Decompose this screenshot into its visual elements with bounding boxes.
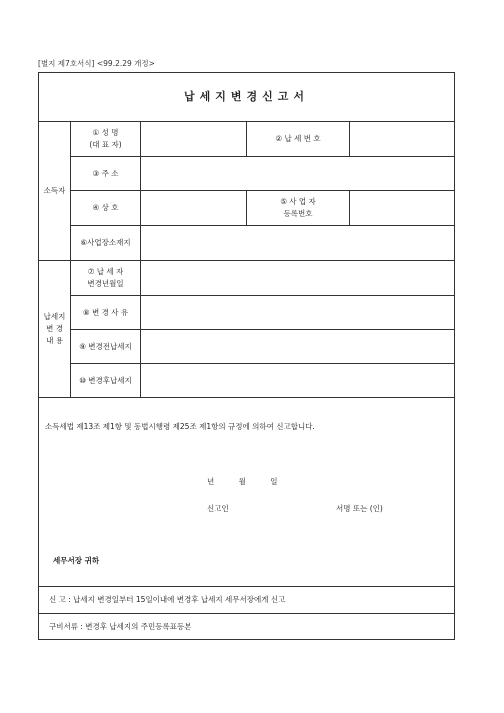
previous-tax-place-field[interactable]	[141, 330, 454, 364]
name-label	[71, 121, 141, 157]
reporter-label: 신고인	[207, 504, 229, 513]
business-reg-label-line2: 등록번호	[283, 209, 313, 218]
change-date-label-line2: 변경년월일	[87, 279, 124, 288]
change-reason-label: ⑧ 변 경 사 유	[71, 296, 141, 330]
tax-number-label: ② 납 세 번 호	[247, 121, 350, 157]
declaration-text: 소득세법 제13조 제1항 및 동법시행령 제25조 제1항의 규정에 의하여 신고합니다.	[45, 422, 315, 431]
section-change	[39, 261, 71, 398]
form-title: 납세지변경신고서	[39, 73, 454, 122]
form-number: [별지 제7호서식] <99.2.29 개정>	[38, 59, 155, 68]
company-name-label: ④ 상 호	[71, 191, 141, 226]
business-location-field[interactable]	[141, 226, 454, 261]
business-reg-field[interactable]	[350, 191, 454, 226]
business-location-label: ⑥사업장소재지	[71, 226, 141, 261]
change-reason-field[interactable]	[141, 296, 454, 330]
business-reg-label	[247, 191, 350, 226]
name-field[interactable]	[141, 121, 247, 157]
name-label-line1: ① 성 명	[92, 127, 119, 137]
date-line[interactable]: 년 월 일	[207, 477, 278, 486]
new-tax-place-field[interactable]	[141, 364, 454, 398]
tax-number-field[interactable]	[350, 121, 454, 157]
section-taxpayer: 소득자	[39, 121, 71, 261]
section-change-line1: 납세지	[43, 312, 66, 321]
section-change-line2: 변 경	[46, 324, 63, 333]
address-field[interactable]	[141, 157, 454, 191]
signature-label[interactable]: 서명 또는 (인)	[336, 504, 383, 513]
form-frame	[38, 72, 455, 640]
change-date-label-line1: ⑦ 납 세 자	[87, 267, 124, 276]
documents-note: 구비서류 : 변경후 납세지의 주민등록표등본	[49, 622, 192, 631]
section-change-line3: 내 용	[46, 336, 63, 345]
change-date-label	[71, 261, 141, 296]
recipient-text: 세무서장 귀하	[53, 556, 100, 565]
name-label-line2: (대 표 자)	[89, 139, 122, 149]
address-label: ③ 주 소	[71, 157, 141, 191]
previous-tax-place-label: ⑨ 변경전납세지	[71, 330, 141, 364]
change-date-field[interactable]	[141, 261, 454, 296]
report-note: 신 고 : 납세지 변경일부터 15일이내에 변경후 납세지 세무서장에게 신고	[39, 586, 454, 614]
business-reg-label-line1: ⑤ 사 업 자	[280, 197, 316, 206]
new-tax-place-label: ⑩ 변경후납세지	[71, 364, 141, 398]
declaration-section	[39, 398, 454, 587]
company-name-field[interactable]	[141, 191, 247, 226]
